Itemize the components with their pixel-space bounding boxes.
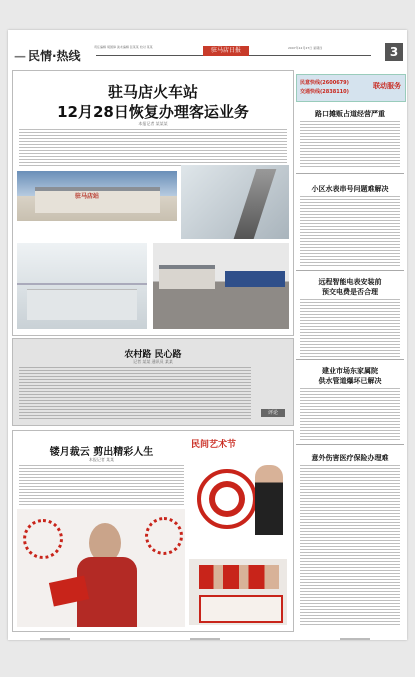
sidebar-box-2-text (300, 196, 400, 266)
header-date: 2007年12月27日 星期四 (288, 46, 323, 50)
header-meta: 责任编辑 胡国璋 美术编辑 张某某 校对 某某 (94, 45, 153, 49)
sidebar-box-1-text (300, 121, 400, 169)
village-body-text (19, 367, 251, 419)
section-title: — 民情·热线 (14, 49, 81, 63)
footer-ornament-center (190, 638, 220, 640)
village-byline: 记者 某某 通讯员 某某 (133, 359, 173, 364)
sidebar-box-1 (296, 103, 404, 174)
sidebar-box-3-title-line2: 预交电费是否合理 (322, 288, 378, 296)
papercut-story (12, 430, 294, 632)
village-comment-tag: 评论 (261, 409, 285, 417)
hotline-1: 民意快线(2600679) (300, 80, 349, 86)
sidebar-box-1-title: 路口摊贩占道经营严重 (315, 110, 385, 118)
sidebar-box-2 (296, 176, 404, 271)
escalator-photo (181, 165, 289, 239)
lead-body-text (19, 129, 287, 167)
station-hall-photo (17, 243, 147, 329)
page-header (8, 42, 407, 66)
station-exterior-photo (17, 171, 177, 221)
hotline-2: 交通快线(2838110) (300, 89, 349, 95)
sidebar-box-5-text (300, 465, 400, 627)
sidebar-box-5 (296, 447, 404, 630)
sidebar-box-2-title: 小区水表串号问题难解决 (311, 185, 389, 193)
papercut-body-text (19, 465, 184, 505)
papercut-work-photo (189, 435, 287, 555)
papercut-byline: 本报记者 某某 (88, 457, 115, 462)
platform-photo (153, 243, 289, 329)
lead-title-line2: 12月28日恢复办理客运业务 (57, 103, 249, 121)
village-road-story (12, 338, 294, 426)
sidebar-box-4-text (300, 388, 400, 442)
papercut-class-photo (189, 559, 287, 625)
papercut-title: 镂月裁云 剪出精彩人生 (49, 447, 154, 458)
papercut-artist-photo (17, 509, 185, 627)
sidebar-box-4-title-line1: 建业市场东家属院 (322, 367, 378, 375)
hotline-banner (296, 74, 406, 102)
papercut-banner: 民间艺术节 (191, 440, 237, 450)
page-number: 3 (385, 43, 403, 61)
sidebar-box-5-title: 意外伤害医疗保险办理难 (311, 454, 389, 462)
sidebar-box-4-title-line2: 供水管道爆坏已解决 (318, 377, 382, 385)
footer-ornament-left (40, 638, 70, 640)
sidebar-box-3 (296, 273, 404, 360)
footer-ornament-right (340, 638, 370, 640)
header-logo: 驻马店日报 (203, 46, 249, 56)
village-title: 农村路 民心路 (124, 350, 182, 360)
lead-title-line1: 驻马店火车站 (107, 83, 198, 101)
lead-byline: 本报记者 某某某 (138, 121, 168, 126)
station-sign: 驻马店站 (75, 193, 100, 200)
sidebar-box-4 (296, 362, 404, 445)
sidebar-box-3-text (300, 299, 400, 357)
sidebar-box-3-title-line1: 远程智能电表安装前 (318, 278, 382, 286)
service-label: 联动服务 (373, 82, 401, 90)
lead-story (12, 70, 294, 336)
